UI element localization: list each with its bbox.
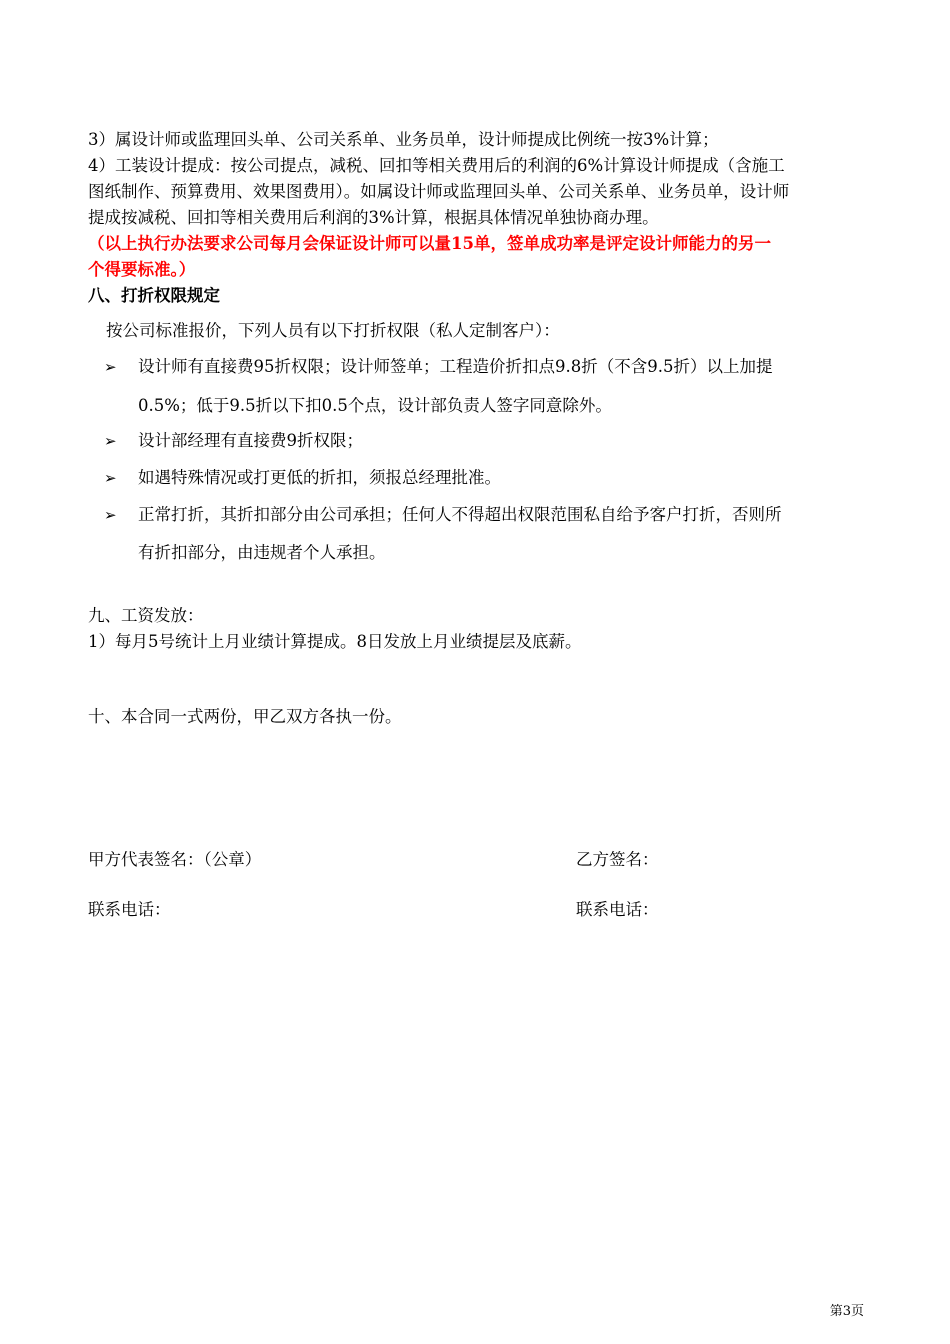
bullet-4-line-1: 正常打折，其折扣部分由公司承担；任何人不得超出权限范围私自给予客户打折，否则所: [138, 505, 782, 524]
party-b-signature-label: 乙方签名：: [576, 850, 659, 869]
bullet-2-line-1: 设计部经理有直接费9折权限；: [138, 431, 363, 450]
clause-item-3: 3）属设计师或监理回头单、公司关系单、业务员单，设计师提成比例统一按3%计算；: [88, 130, 719, 149]
highlight-note-line-2: 个得要标准。）: [88, 260, 196, 279]
bullet-1-line-2: 0.5%；低于9.5折以下扣0.5个点，设计部负责人签字同意除外。: [138, 396, 612, 415]
section-8-heading: 八、打折权限规定: [88, 286, 220, 305]
bullet-1-line-1: 设计师有直接费95折权限；设计师签单；工程造价折扣点9.8折（不含9.5折）以上加提: [138, 357, 773, 376]
clause-item-4-line-2: 图纸制作、预算费用、效果图费用）。如属设计师或监理回头单、公司关系单、业务员单，设计师: [88, 182, 790, 201]
clause-item-4-line-3: 提成按减税、回扣等相关费用后利润的3%计算，根据具体情况单独协商办理。: [88, 208, 659, 227]
party-b-phone-label: 联系电话：: [576, 900, 659, 919]
bullet-arrow-icon: ➢: [104, 506, 117, 524]
clause-item-4-line-1: 4）工装设计提成：按公司提点，减税、回扣等相关费用后的利润的6%计算设计师提成（含施工: [88, 156, 785, 175]
party-a-phone-label: 联系电话：: [88, 900, 171, 919]
section-8-intro: 按公司标准报价，下列人员有以下打折权限（私人定制客户）：: [106, 321, 560, 340]
bullet-arrow-icon: ➢: [104, 432, 117, 450]
bullet-4-line-2: 有折扣部分，由违规者个人承担。: [138, 543, 386, 562]
bullet-arrow-icon: ➢: [104, 358, 117, 376]
bullet-3-line-1: 如遇特殊情况或打更低的折扣，须报总经理批准。: [138, 468, 501, 487]
section-10-text: 十、本合同一式两份，甲乙双方各执一份。: [88, 707, 402, 726]
page-number: 第3页: [829, 1304, 864, 1319]
section-9-heading: 九、工资发放：: [88, 606, 204, 625]
section-9-item-1: 1）每月5号统计上月业绩计算提成。8日发放上月业绩提层及底薪。: [88, 632, 582, 651]
party-a-signature-label: 甲方代表签名：（公章）: [88, 850, 262, 869]
bullet-arrow-icon: ➢: [104, 469, 117, 487]
highlight-note-line-1: （以上执行办法要求公司每月会保证设计师可以量15单，签单成功率是评定设计师能力的另一: [88, 234, 771, 253]
